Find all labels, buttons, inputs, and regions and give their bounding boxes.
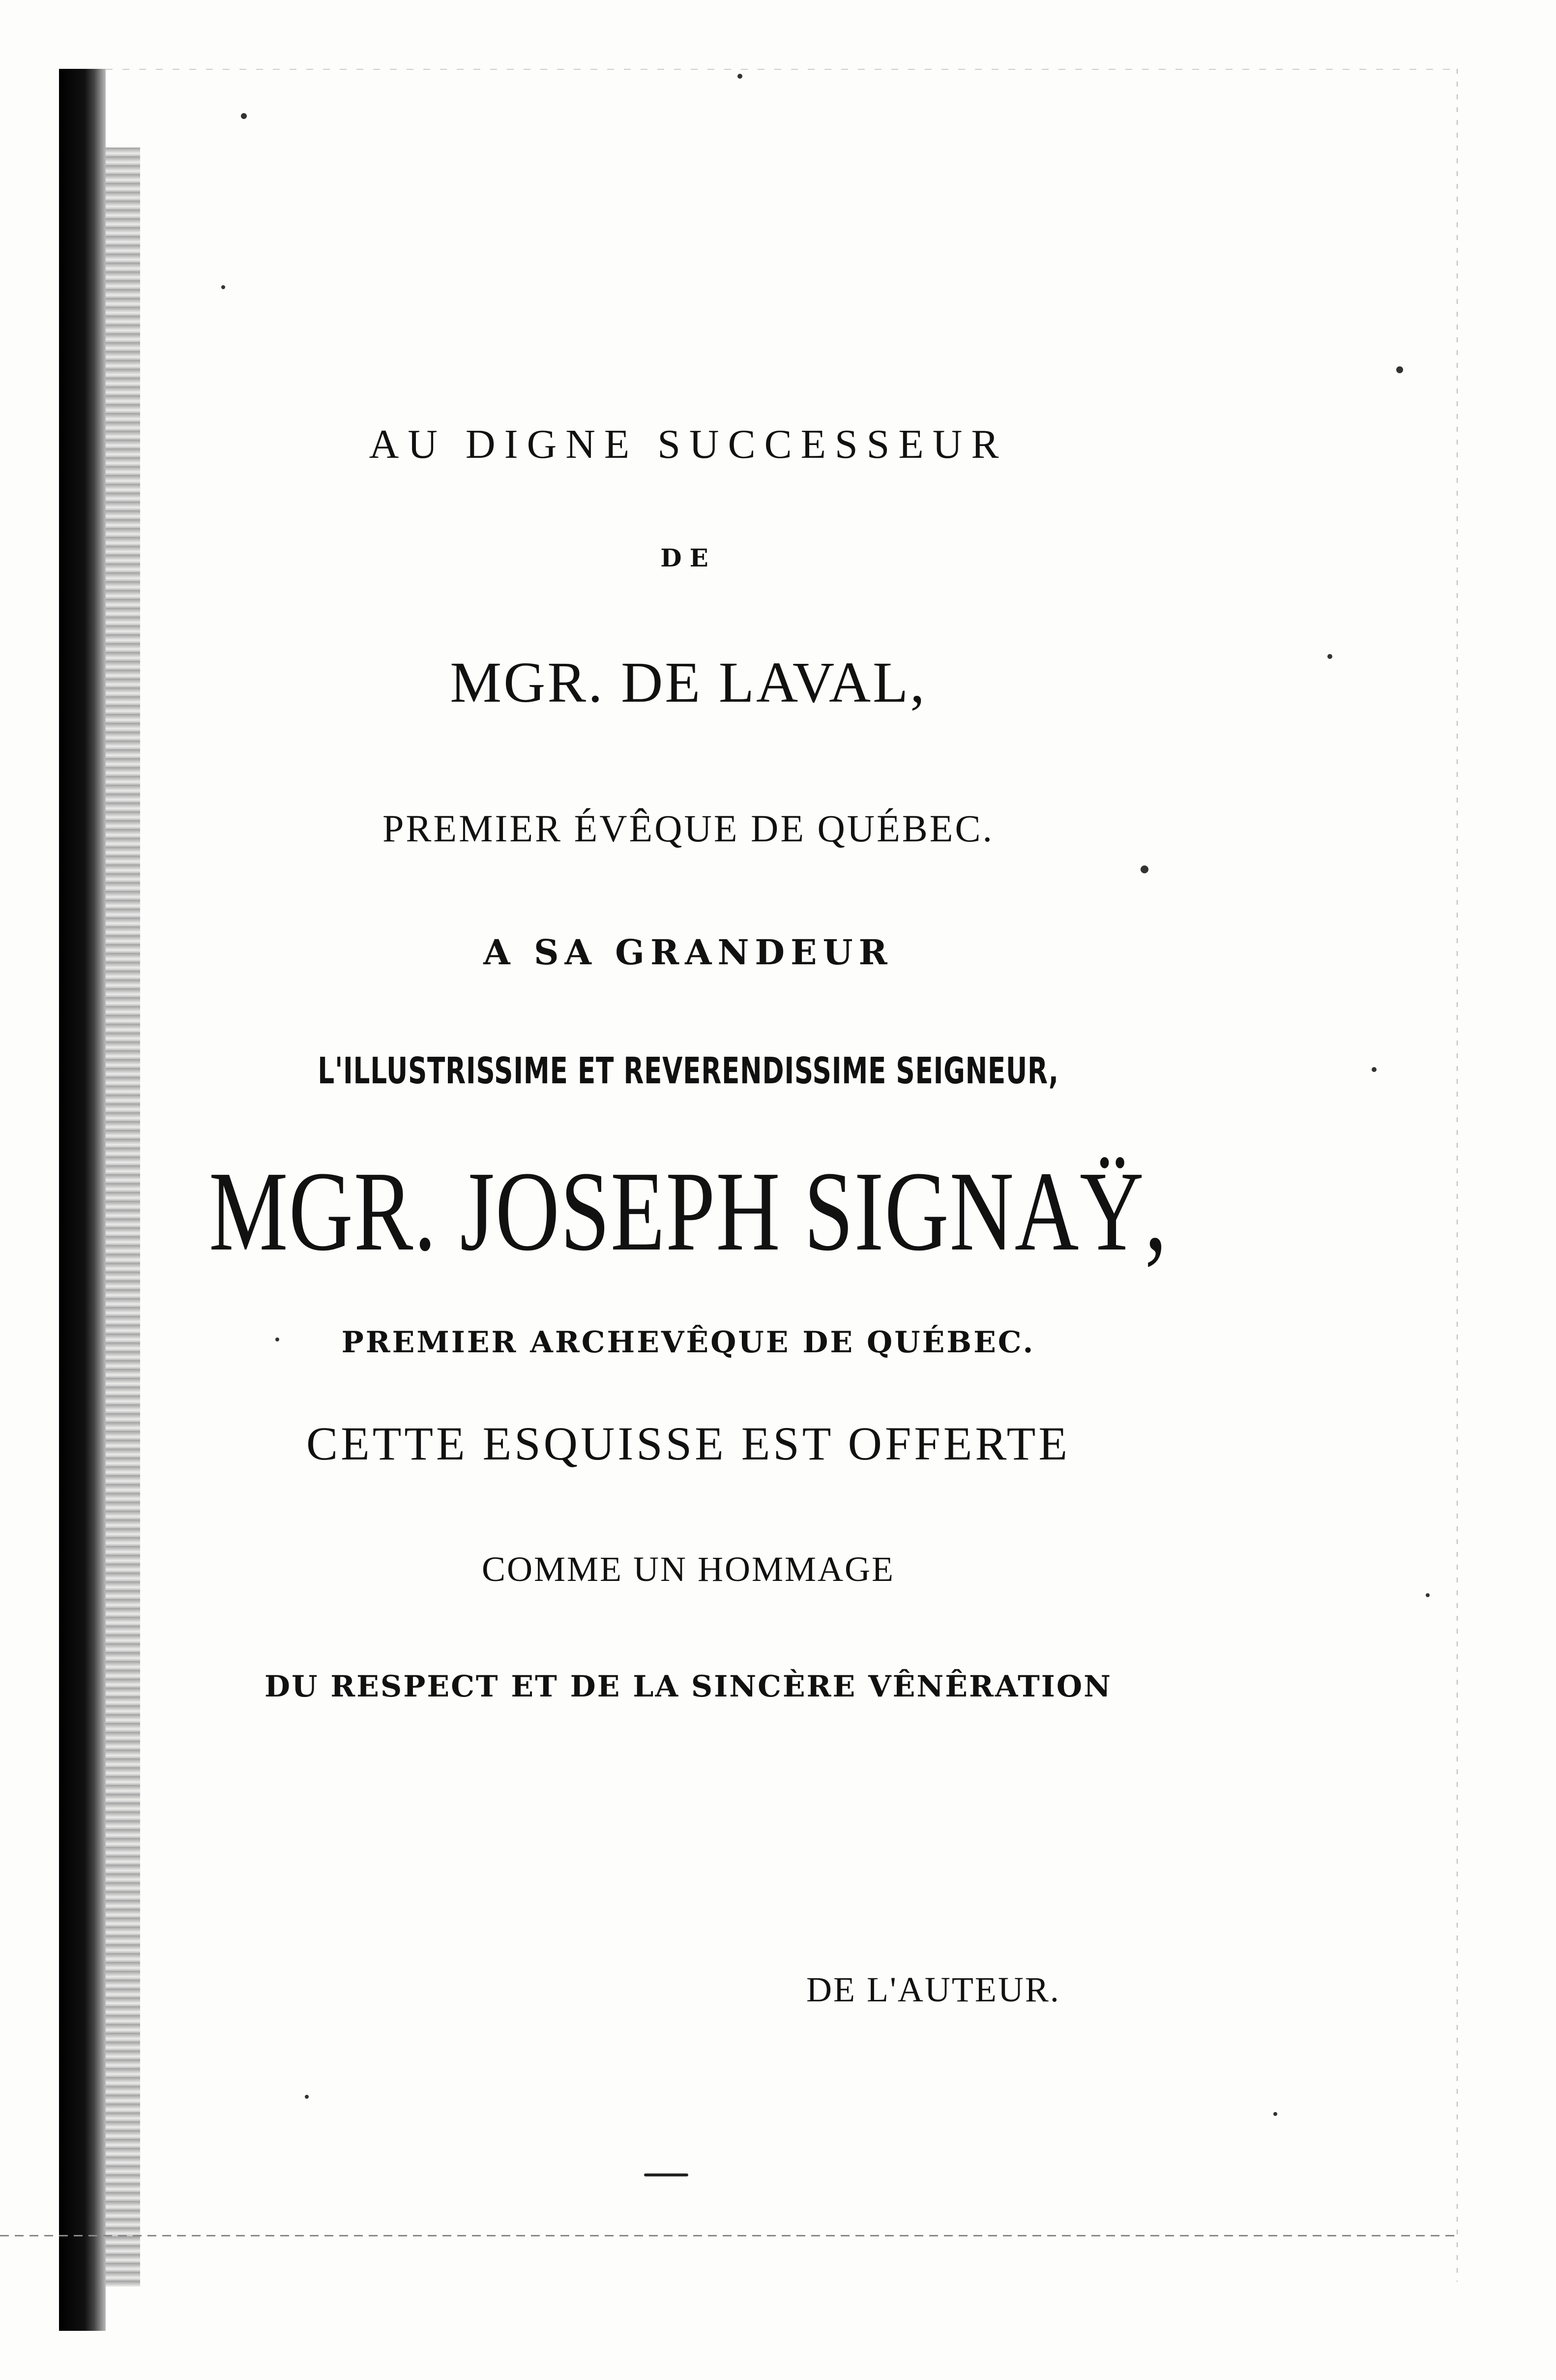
dedication-line-offered: CETTE ESQUISSE EST OFFERTE [306,1417,1070,1470]
binding-edge [59,69,106,2331]
dedication-line-grandeur: A SA GRANDEUR [483,932,893,973]
scan-speck [737,74,742,79]
dedication-line-homage: COMME UN HOMMAGE [481,1549,895,1589]
scan-speck [1327,654,1332,659]
binding-shadow [106,148,140,2287]
page-right-edge [1457,69,1458,2282]
scan-speck [305,2095,309,2099]
scan-speck [1141,865,1148,873]
dedication-line-de: DE [660,543,716,572]
dedication-line-respect: DU RESPECT ET DE LA SINCÈRE VÊNÊRATION [264,1669,1112,1704]
scan-speck [221,285,225,289]
scan-speck [1372,1067,1377,1072]
page-top-edge [106,69,1458,70]
scan-speck [1396,366,1403,373]
dedication-line-successor: AU DIGNE SUCCESSEUR [369,421,1008,467]
scan-speck [1426,1593,1430,1597]
dedication-line-signay: MGR. JOSEPH SIGNAŸ, [208,1148,1168,1275]
page-bottom-edge [0,2235,1455,2236]
scan-speck [241,113,247,119]
dedication-line-seigneur: L'ILLUSTRISSIME ET REVERENDISSIME SEIGNEUR, [318,1050,1059,1092]
dedication-line-first-archbishop: PREMIER ARCHEVÊQUE DE QUÉBEC. [341,1325,1035,1360]
dedication-line-laval: MGR. DE LAVAL, [450,650,927,714]
dedication-line-first-bishop: PREMIER ÉVÊQUE DE QUÉBEC. [382,807,994,850]
dedication-signature: DE L'AUTEUR. [806,1970,1060,2009]
scan-speck [275,1338,279,1341]
closing-dash [644,2173,688,2176]
scan-speck [1273,2112,1277,2116]
